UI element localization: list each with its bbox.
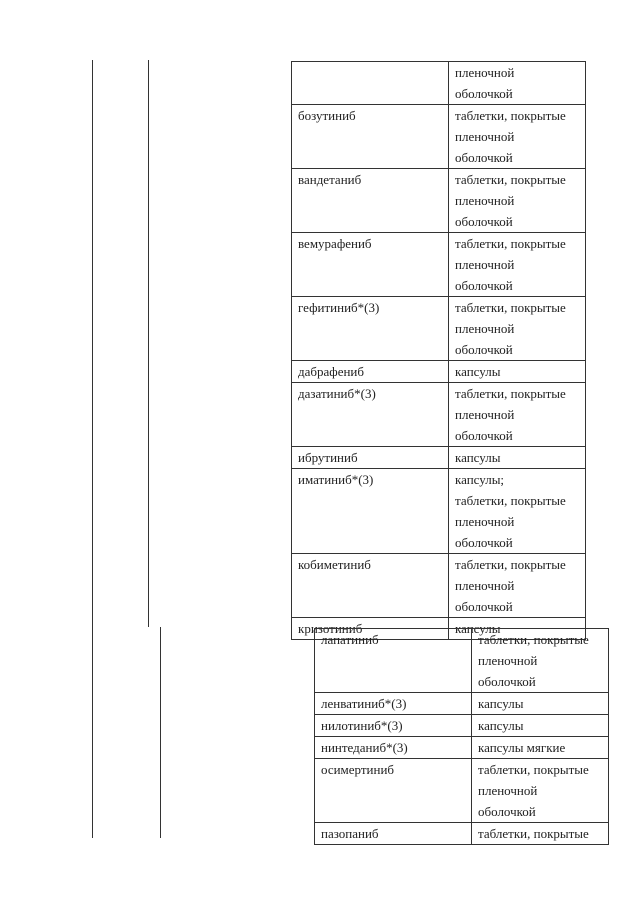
dosage-form-line: таблетки, покрытые (455, 300, 566, 315)
lower-table-body (315, 629, 609, 845)
dosage-form-line: таблетки, покрытые (455, 172, 566, 187)
dosage-form-cell (449, 383, 586, 447)
drug-name-cell (315, 715, 472, 737)
table-row (315, 737, 609, 759)
drug-name: пазопаниб (321, 826, 379, 841)
drug-name-cell (315, 629, 472, 693)
table-row (315, 759, 609, 823)
dosage-form-line: оболочкой (455, 535, 513, 550)
column-rule (160, 627, 161, 838)
drug-name: вемурафениб (298, 236, 372, 251)
dosage-form-cell (449, 62, 586, 105)
dosage-form-cell (449, 447, 586, 469)
dosage-form-line: капсулы (455, 364, 501, 379)
dosage-form-line: таблетки, покрытые (478, 826, 589, 841)
drug-name: лапатиниб (321, 632, 379, 647)
column-rule (92, 60, 93, 627)
dosage-form-cell (472, 737, 609, 759)
drug-name-cell (292, 169, 449, 233)
table-row (292, 554, 586, 618)
dosage-form-cell (449, 233, 586, 297)
drug-name: вандетаниб (298, 172, 362, 187)
dosage-form-line: пленочной (455, 578, 515, 593)
dosage-form-cell (472, 823, 609, 845)
drug-name: бозутиниб (298, 108, 356, 123)
drug-table-upper (291, 61, 586, 640)
dosage-form-line: пленочной (455, 257, 515, 272)
drug-name-cell (315, 693, 472, 715)
dosage-form-line: оболочкой (455, 214, 513, 229)
dosage-form-line: пленочной (455, 407, 515, 422)
dosage-form-cell (449, 361, 586, 383)
table-row (292, 233, 586, 297)
dosage-form-line: капсулы; (455, 472, 505, 487)
dosage-form-line: оболочкой (455, 342, 513, 357)
drug-name: кризотиниб (298, 621, 363, 636)
dosage-form-line: пленочной (455, 321, 515, 336)
column-rule (92, 627, 93, 838)
drug-name: иматиниб*(3) (298, 472, 374, 487)
dosage-form-line: оболочкой (455, 428, 513, 443)
table-row (315, 693, 609, 715)
drug-name-cell (315, 823, 472, 845)
drug-name-cell (315, 759, 472, 823)
dosage-form-cell (449, 554, 586, 618)
drug-name: осимертиниб (321, 762, 395, 777)
table-row (315, 715, 609, 737)
drug-name-cell (292, 361, 449, 383)
drug-name: ибрутиниб (298, 450, 358, 465)
drug-name-cell (292, 383, 449, 447)
dosage-form-line: пленочной (478, 653, 538, 668)
dosage-form-cell (449, 169, 586, 233)
drug-name-cell (315, 737, 472, 759)
dosage-form-line: капсулы (455, 450, 501, 465)
dosage-form-line: оболочкой (455, 278, 513, 293)
drug-name-cell (292, 62, 449, 105)
drug-name: кобиметиниб (298, 557, 371, 572)
dosage-form-cell (472, 759, 609, 823)
table-row (292, 447, 586, 469)
table-row (315, 629, 609, 693)
dosage-form-line: оболочкой (455, 599, 513, 614)
dosage-form-line: пленочной (478, 783, 538, 798)
dosage-form-line: таблетки, покрытые (478, 632, 589, 647)
drug-name-cell (292, 469, 449, 554)
table-row (292, 469, 586, 554)
drug-table-lower (314, 628, 609, 845)
drug-name: дазатиниб*(3) (298, 386, 376, 401)
drug-name-cell (292, 105, 449, 169)
drug-name-cell (292, 447, 449, 469)
dosage-form-line: капсулы (478, 718, 524, 733)
drug-name-cell (292, 233, 449, 297)
dosage-form-cell (449, 105, 586, 169)
dosage-form-line: оболочкой (478, 674, 536, 689)
table-row (292, 169, 586, 233)
drug-name: ленватиниб*(3) (321, 696, 407, 711)
dosage-form-line: оболочкой (455, 86, 513, 101)
dosage-form-line: оболочкой (478, 804, 536, 819)
dosage-form-cell (472, 715, 609, 737)
table-row (292, 297, 586, 361)
dosage-form-line: таблетки, покрытые (455, 493, 566, 508)
drug-name-cell (292, 554, 449, 618)
upper-table-body (292, 62, 586, 640)
drug-name: дабрафениб (298, 364, 364, 379)
dosage-form-line: пленочной (455, 193, 515, 208)
dosage-form-line: оболочкой (455, 150, 513, 165)
dosage-form-line: таблетки, покрытые (455, 557, 566, 572)
drug-name: гефитиниб*(3) (298, 300, 380, 315)
dosage-form-line: пленочной (455, 65, 515, 80)
dosage-form-cell (449, 469, 586, 554)
table-row (292, 383, 586, 447)
table-row (292, 105, 586, 169)
dosage-form-line: таблетки, покрытые (478, 762, 589, 777)
dosage-form-line: капсулы мягкие (478, 740, 566, 755)
dosage-form-cell (472, 693, 609, 715)
dosage-form-line: пленочной (455, 129, 515, 144)
dosage-form-line: таблетки, покрытые (455, 236, 566, 251)
drug-name: нилотиниб*(3) (321, 718, 403, 733)
dosage-form-line: таблетки, покрытые (455, 108, 566, 123)
dosage-form-cell (472, 629, 609, 693)
dosage-form-cell (449, 297, 586, 361)
drug-name: нинтеданиб*(3) (321, 740, 408, 755)
table-row (292, 361, 586, 383)
table-row (315, 823, 609, 845)
dosage-form-line: капсулы (478, 696, 524, 711)
dosage-form-line: капсулы (455, 621, 501, 636)
drug-name-cell (292, 297, 449, 361)
table-row (292, 62, 586, 105)
dosage-form-line: таблетки, покрытые (455, 386, 566, 401)
dosage-form-line: пленочной (455, 514, 515, 529)
column-rule (148, 60, 149, 627)
